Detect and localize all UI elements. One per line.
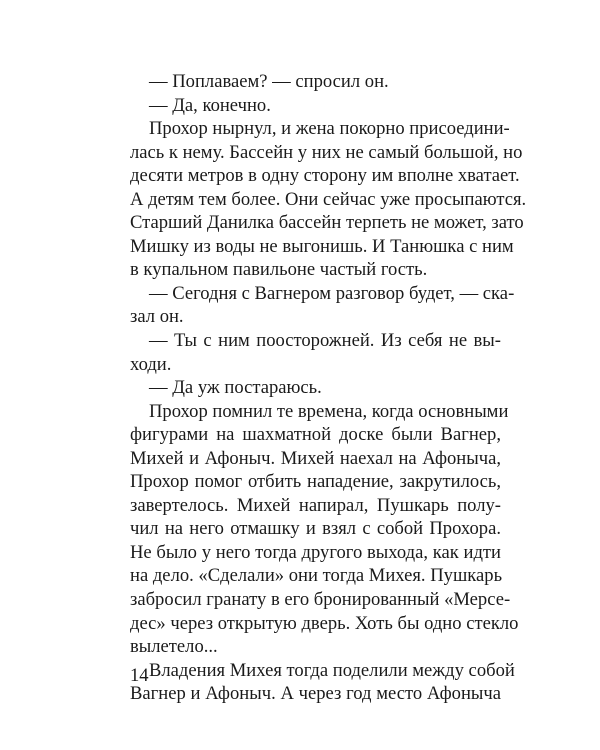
paragraph bbox=[130, 117, 527, 282]
text-line: Прохор нырнул, и жена покорно присоедини- bbox=[149, 118, 510, 140]
text-line: — Поплаваем? — спросил он. bbox=[149, 71, 389, 92]
text-line: в купальном павильоне частый гость. bbox=[130, 259, 428, 281]
text-line: зал он. bbox=[130, 306, 184, 328]
text-line: Вагнер и Афоныч. А через год место Афоныча bbox=[130, 683, 501, 705]
text-line: — Да, конечно. bbox=[149, 94, 271, 116]
paragraph bbox=[130, 400, 519, 659]
text-line: завертелось. Михей напирал, Пушкарь полу- bbox=[130, 494, 501, 516]
text-line: чил на него отмашку и взял с собой Прохора. bbox=[130, 518, 501, 540]
body-text bbox=[130, 70, 527, 706]
paragraph bbox=[130, 282, 515, 329]
paragraph bbox=[130, 70, 501, 94]
text-line: А детям тем более. Они сейчас уже просыпаются. bbox=[130, 188, 527, 210]
text-line: фигурами на шахматной доске были Вагнер, bbox=[130, 424, 501, 446]
text-line: — Сегодня с Вагнером разговор будет, — ска- bbox=[149, 282, 515, 304]
text-line: вылетело... bbox=[130, 636, 218, 658]
text-line: — Ты с ним поосторожней. Из себя не вы- bbox=[149, 330, 501, 352]
paragraph bbox=[130, 329, 501, 376]
text-line: на дело. «Сделали» они тогда Михея. Пушкарь bbox=[130, 565, 503, 587]
text-line: десяти метров в одну сторону им вполне хватает. bbox=[130, 165, 520, 187]
paragraph bbox=[130, 94, 501, 118]
text-line: лась к нему. Бассейн у них не самый большой, но bbox=[130, 141, 523, 163]
text-line: Не было у него тогда другого выхода, как идти bbox=[130, 541, 501, 563]
text-line: Мишку из воды не выгонишь. И Танюшка с ним bbox=[130, 235, 514, 257]
text-line: дес» через открытую дверь. Хоть бы одно стекло bbox=[130, 612, 519, 634]
text-line: Прохор помог отбить нападение, закрутилось, bbox=[130, 471, 501, 493]
text-line: забросил гранату в его бронированный «Мерсе- bbox=[130, 589, 511, 611]
text-line: Прохор помнил те времена, когда основными bbox=[149, 400, 509, 422]
text-line: Михей и Афоныч. Михей наехал на Афоныча, bbox=[130, 447, 501, 469]
page-number: 14 bbox=[130, 665, 149, 686]
text-line: Старший Данилка бассейн терпеть не может, зато bbox=[130, 212, 524, 234]
paragraph bbox=[130, 376, 501, 400]
text-line: ходи. bbox=[130, 353, 172, 375]
paragraph bbox=[130, 659, 515, 706]
text-line: — Да уж постараюсь. bbox=[149, 377, 322, 399]
text-line: Владения Михея тогда поделили между собой bbox=[149, 659, 515, 681]
